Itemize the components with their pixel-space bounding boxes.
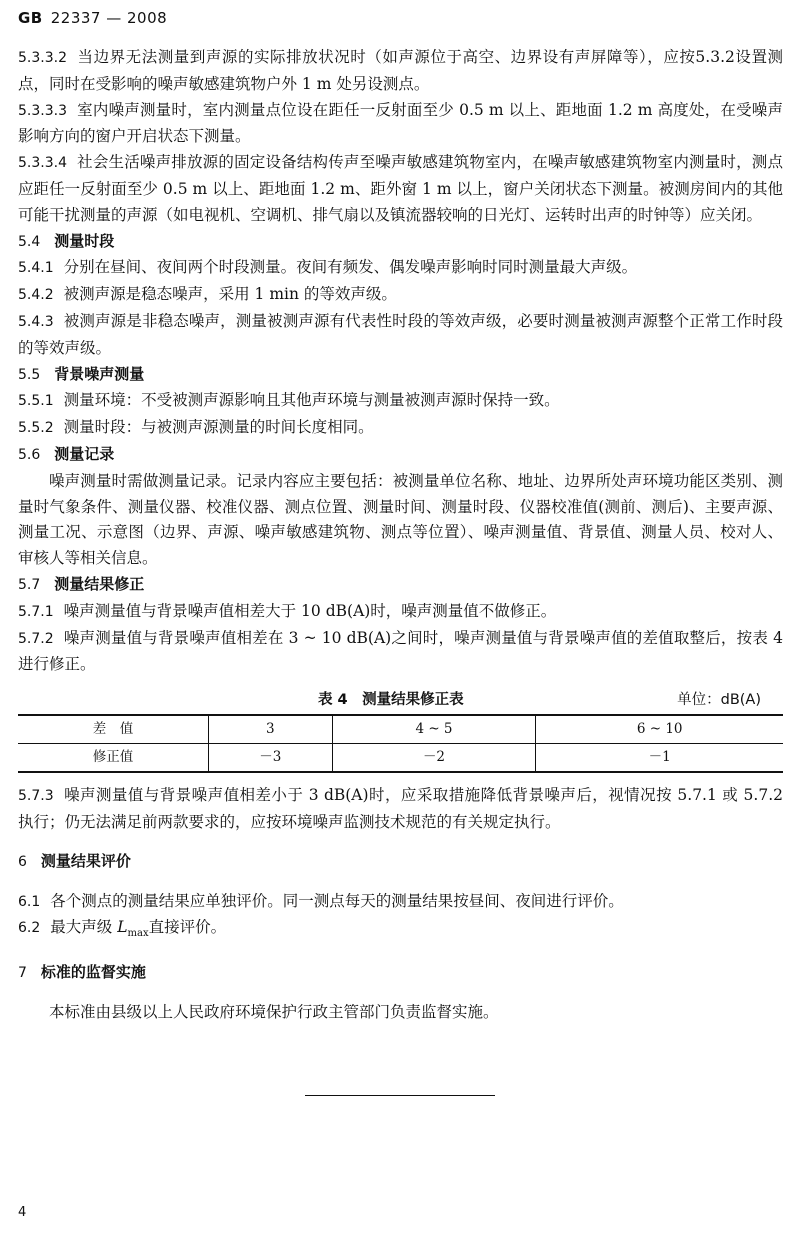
clause-5-3-3-4 <box>18 150 783 228</box>
clause-5-7-1 <box>18 599 783 626</box>
clause-number: 5.5.2 <box>18 420 54 437</box>
clause-5-7-3 <box>18 783 783 836</box>
clause-number: 5.4.1 <box>18 260 54 277</box>
clause-5-4-2 <box>18 282 783 309</box>
symbol-subscript: max <box>127 928 149 940</box>
correction-table <box>18 714 783 773</box>
clause-text: 被测声源是非稳态噪声，测量被测声源有代表性时段的等效声级，必要时测量被测声源整个正常工作时段的等效声级。 <box>18 311 783 357</box>
clause-6-2 <box>18 915 783 947</box>
table-cell: 4 ~ 5 <box>332 715 536 744</box>
clause-5-5-1 <box>18 388 783 415</box>
table-cell: 6 ~ 10 <box>536 715 783 744</box>
section-title: 测量结果评价 <box>40 851 131 870</box>
clause-number: 6.2 <box>18 920 41 937</box>
clause-6-1 <box>18 889 783 916</box>
clause-text: 噪声测量值与背景噪声值相差大于 10 dB(A)时，噪声测量值不做修正。 <box>63 601 557 620</box>
section-number: 5.7 <box>18 576 41 593</box>
table-title: 表 4 测量结果修正表 <box>318 692 464 709</box>
table-4-caption <box>18 684 783 712</box>
clause-number: 6.1 <box>18 893 41 910</box>
section-5-6-heading <box>18 442 783 469</box>
clause-text: 分别在昼间、夜间两个时段测量。夜间有频发、偶发噪声影响时同时测量最大声级。 <box>63 258 638 277</box>
table-cell: 差 值 <box>18 715 209 744</box>
page-content <box>18 45 783 1026</box>
clause-number: 5.3.3.3 <box>18 102 67 119</box>
page-header <box>18 9 167 27</box>
clause-5-6-body: 噪声测量时需做测量记录。记录内容应主要包括：被测量单位名称、地址、边界所处声环境功能区类别、测量时气象条件、测量仪器、校准仪器、测点位置、测量时间、测量时段、仪器校准值(测前、测后)、主要声源、测量工况、示意图（边界、声源、噪声敏感建筑物、测点等位置）、噪声测量值、背景值、测量人员、校对人、审核人等相关信息。 <box>18 471 783 568</box>
clause-text: 噪声测量值与背景噪声值相差小于 3 dB(A)时，应采取措施降低背景噪声后，视情况按 5.7.1 或 5.7.2 执行；仍无法满足前两款要求的，应按环境噪声监测技术规范的有关规定执行。 <box>18 786 783 831</box>
section-title: 测量结果修正 <box>54 574 145 593</box>
clause-text: 社会生活噪声排放源的固定设备结构传声至噪声敏感建筑物室内，在噪声敏感建筑物室内测量时，测点应距任一反射面至少 0.5 m 以上、距地面 1.2 m、距外窗 1 m 以上，窗户关闭状态下测量。被测房间内的其他可能干扰测量的声源（如电视机、空调机、排气扇以及镇流器较响的日光灯、运转时出声的时钟等）应关闭。 <box>18 153 783 224</box>
standard-prefix: GB <box>18 9 43 27</box>
section-number: 6 <box>18 853 27 870</box>
table-cell: 修正值 <box>18 744 209 773</box>
table-cell: －1 <box>536 744 783 773</box>
table-cell: －2 <box>332 744 536 773</box>
clause-text: 测量时段：与被测声源测量的时间长度相同。 <box>63 418 374 437</box>
clause-number: 5.7.2 <box>18 630 54 647</box>
clause-number: 5.5.1 <box>18 393 54 410</box>
clause-text: 室内噪声测量时，室内测量点位设在距任一反射面至少 0.5 m 以上、距地面 1.2 m 高度处，在受噪声影响方向的窗户开启状态下测量。 <box>18 100 783 146</box>
clause-number: 5.4.3 <box>18 313 54 330</box>
section-title: 测量时段 <box>54 231 115 250</box>
table-unit: 单位：dB(A) <box>677 692 761 709</box>
section-6-heading <box>18 849 783 876</box>
section-number: 5.6 <box>18 446 41 463</box>
clause-5-4-3 <box>18 309 783 362</box>
standard-code: 22337 — 2008 <box>50 9 168 27</box>
clause-text: 直接评价。 <box>148 918 227 937</box>
section-title: 标准的监督实施 <box>40 963 146 982</box>
clause-5-5-2 <box>18 415 783 442</box>
clause-5-3-3-2 <box>18 45 783 98</box>
clause-number: 5.4.2 <box>18 287 54 304</box>
table-cell: 3 <box>209 715 333 744</box>
clause-text: 各个测点的测量结果应单独评价。同一测点每天的测量结果按昼间、夜间进行评价。 <box>50 891 624 910</box>
section-title: 测量记录 <box>54 444 115 463</box>
section-number: 5.4 <box>18 233 41 250</box>
section-title: 背景噪声测量 <box>54 364 145 383</box>
clause-text: 被测声源是稳态噪声，采用 1 min 的等效声级。 <box>63 285 397 304</box>
clause-number: 5.7.3 <box>18 788 54 805</box>
table-row <box>18 744 783 773</box>
section-7-heading <box>18 960 783 987</box>
clause-text: 当边界无法测量到声源的实际排放状况时（如声源位于高空、边界设有声屏障等），应按5.3.2设置测点，同时在受影响的噪声敏感建筑物户外 1 m 处另设测点。 <box>18 48 783 93</box>
symbol-l: L <box>117 918 128 937</box>
clause-number: 5.3.3.4 <box>18 155 67 172</box>
page-number: 4 <box>18 1205 27 1220</box>
clause-5-3-3-3 <box>18 98 783 151</box>
section-5-5-heading <box>18 362 783 389</box>
section-5-4-heading <box>18 229 783 256</box>
end-rule <box>305 1095 495 1096</box>
table-row <box>18 715 783 744</box>
clause-7-body: 本标准由县级以上人民政府环境保护行政主管部门负责监督实施。 <box>49 1003 499 1021</box>
clause-5-4-1 <box>18 255 783 282</box>
clause-text: 测量环境：不受被测声源影响且其他声环境与测量被测声源时保持一致。 <box>63 391 560 410</box>
section-number: 7 <box>18 965 27 982</box>
clause-number: 5.7.1 <box>18 603 54 620</box>
section-number: 5.5 <box>18 366 41 383</box>
section-5-7-heading <box>18 572 783 599</box>
clause-text: 噪声测量值与背景噪声值相差在 3 ~ 10 dB(A)之间时，噪声测量值与背景噪声值的差值取整后，按表 4 进行修正。 <box>18 628 783 674</box>
clause-5-7-2 <box>18 626 783 679</box>
table-cell: －3 <box>209 744 333 773</box>
clause-text: 最大声级 <box>50 918 118 937</box>
clause-number: 5.3.3.2 <box>18 50 67 66</box>
